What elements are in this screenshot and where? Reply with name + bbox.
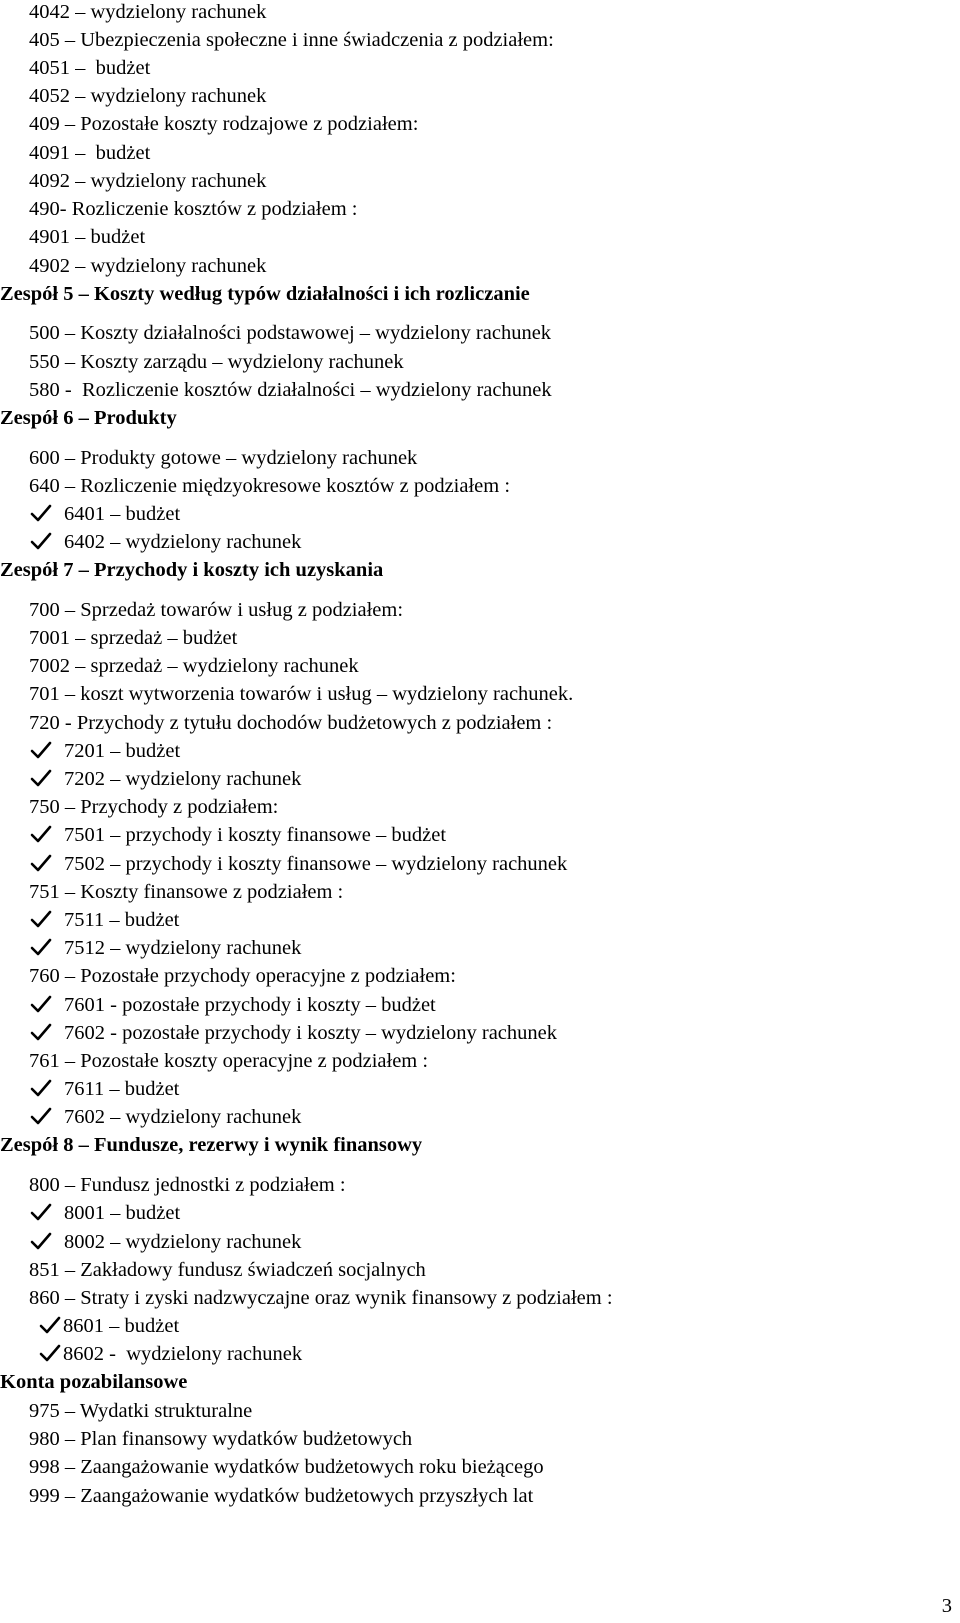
line-text: 409 – Pozostałe koszty rodzajowe z podziałem: <box>29 113 419 135</box>
account-line <box>29 446 417 470</box>
sub-account-item <box>30 739 180 763</box>
account-line <box>29 0 266 24</box>
line-text: 7501 – przychody i koszty finansowe – budżet <box>64 824 447 846</box>
checkmark-icon <box>30 1022 52 1042</box>
account-line <box>29 254 266 278</box>
account-line <box>29 654 359 678</box>
line-text: Konta pozabilansowe <box>0 1371 188 1393</box>
line-text: 640 – Rozliczenie międzyokresowe kosztów z podziałem : <box>29 475 511 497</box>
checkmark-icon <box>30 531 52 551</box>
line-text: 4901 – budżet <box>29 226 146 248</box>
section-heading <box>0 1133 422 1157</box>
line-text: 860 – Straty i zyski nadzwyczajne oraz wynik finansowy z podziałem : <box>29 1287 613 1309</box>
line-text: 999 – Zaangażowanie wydatków budżetowych przyszłych lat <box>29 1485 534 1507</box>
account-line <box>29 28 554 52</box>
line-text: 6402 – wydzielony rachunek <box>64 531 302 553</box>
sub-account-item <box>30 1201 180 1225</box>
line-text: 750 – Przychody z podziałem: <box>29 796 279 818</box>
section-heading <box>0 282 530 306</box>
checkmark-icon <box>30 937 52 957</box>
account-line <box>29 795 278 819</box>
sub-account-item <box>30 1230 301 1254</box>
line-text: 490- Rozliczenie kosztów z podziałem : <box>29 198 358 220</box>
sub-account-item <box>30 908 179 932</box>
line-text: 760 – Pozostałe przychody operacyjne z podziałem: <box>29 965 456 987</box>
line-text: Zespół 5 – Koszty według typów działalności i ich rozliczanie <box>0 283 530 305</box>
account-line <box>29 964 456 988</box>
line-text: 7511 – budżet <box>64 909 180 931</box>
account-line <box>29 169 266 193</box>
account-line <box>29 682 573 706</box>
line-text: Zespół 7 – Przychody i koszty ich uzyskania <box>0 559 384 581</box>
line-text: 751 – Koszty finansowe z podziałem : <box>29 881 344 903</box>
account-line <box>29 711 552 735</box>
line-text: 4092 – wydzielony rachunek <box>29 170 267 192</box>
line-text: Zespół 6 – Produkty <box>0 407 177 429</box>
account-line <box>29 112 418 136</box>
line-text: 7602 - pozostałe przychody i koszty – wydzielony rachunek <box>64 1022 558 1044</box>
sub-account-item <box>30 767 301 791</box>
checkmark-icon <box>30 1231 52 1251</box>
line-text: 851 – Zakładowy fundusz świadczeń socjalnych <box>29 1259 426 1281</box>
line-text: 8001 – budżet <box>64 1202 181 1224</box>
sub-account-item <box>30 852 567 876</box>
line-text: 7601 - pozostałe przychody i koszty – budżet <box>64 994 436 1016</box>
line-text: 7002 – sprzedaż – wydzielony rachunek <box>29 655 359 677</box>
line-text: 975 – Wydatki strukturalne <box>29 1400 253 1422</box>
checkmark-icon <box>30 994 52 1014</box>
sub-account-item <box>39 1342 302 1366</box>
account-line <box>29 321 551 345</box>
line-text: 7512 – wydzielony rachunek <box>64 937 302 959</box>
line-text: 4902 – wydzielony rachunek <box>29 255 267 277</box>
line-text: 4051 – budżet <box>29 57 151 79</box>
line-text: 405 – Ubezpieczenia społeczne i inne świadczenia z podziałem: <box>29 29 554 51</box>
line-text: 4042 – wydzielony rachunek <box>29 1 267 23</box>
sub-account-item <box>30 1077 179 1101</box>
account-line <box>29 378 552 402</box>
account-line <box>29 1455 544 1479</box>
account-line <box>29 84 266 108</box>
checkmark-icon <box>39 1343 61 1363</box>
sub-account-item <box>39 1314 179 1338</box>
account-line <box>29 1173 346 1197</box>
sub-account-item <box>30 1021 557 1045</box>
line-text: Zespół 8 – Fundusze, rezerwy i wynik finansowy <box>0 1134 423 1156</box>
line-text: 550 – Koszty zarządu – wydzielony rachunek <box>29 351 404 373</box>
checkmark-icon <box>30 909 52 929</box>
line-text: 580 - Rozliczenie kosztów działalności – wydzielony rachunek <box>29 379 552 401</box>
sub-account-item <box>30 993 436 1017</box>
account-line <box>29 598 403 622</box>
section-heading <box>0 1370 187 1394</box>
sub-account-item <box>30 936 301 960</box>
line-text: 4091 – budżet <box>29 142 151 164</box>
account-line <box>29 1399 252 1423</box>
checkmark-icon <box>30 740 52 760</box>
sub-account-item <box>30 823 446 847</box>
line-text: 4052 – wydzielony rachunek <box>29 85 267 107</box>
checkmark-icon <box>30 853 52 873</box>
checkmark-icon <box>30 1078 52 1098</box>
sub-account-item <box>30 530 301 554</box>
account-line <box>29 1484 533 1508</box>
section-heading <box>0 558 383 582</box>
line-text: 7001 – sprzedaż – budżet <box>29 627 238 649</box>
account-line <box>29 350 404 374</box>
line-text: 7201 – budżet <box>64 740 181 762</box>
checkmark-icon <box>30 824 52 844</box>
account-line <box>29 141 150 165</box>
line-text: 6401 – budżet <box>64 503 181 525</box>
checkmark-icon <box>30 768 52 788</box>
line-text: 8002 – wydzielony rachunek <box>64 1231 302 1253</box>
account-line <box>29 56 150 80</box>
checkmark-icon <box>30 1106 52 1126</box>
account-line <box>29 1258 426 1282</box>
checkmark-icon <box>30 503 52 523</box>
account-line <box>29 1286 613 1310</box>
line-text: 7602 – wydzielony rachunek <box>64 1106 302 1128</box>
line-text: 500 – Koszty działalności podstawowej – wydzielony rachunek <box>29 322 552 344</box>
line-text: 600 – Produkty gotowe – wydzielony rachunek <box>29 447 418 469</box>
page-number: 3 <box>941 1595 952 1617</box>
account-line <box>29 474 510 498</box>
line-text: 7502 – przychody i koszty finansowe – wydzielony rachunek <box>64 853 568 875</box>
line-text: 700 – Sprzedaż towarów i usług z podziałem: <box>29 599 404 621</box>
line-text: 800 – Fundusz jednostki z podziałem : <box>29 1174 346 1196</box>
line-text: 980 – Plan finansowy wydatków budżetowych <box>29 1428 413 1450</box>
line-text: 8601 – budżet <box>63 1315 180 1337</box>
section-heading <box>0 406 177 430</box>
line-text: 761 – Pozostałe koszty operacyjne z podziałem : <box>29 1050 429 1072</box>
checkmark-icon <box>30 1202 52 1222</box>
line-text: 998 – Zaangażowanie wydatków budżetowych roku bieżącego <box>29 1456 544 1478</box>
checkmark-icon <box>39 1315 61 1335</box>
account-line <box>29 626 237 650</box>
account-line <box>29 225 145 249</box>
line-text: 720 - Przychody z tytułu dochodów budżetowych z podziałem : <box>29 712 553 734</box>
account-line <box>29 197 357 221</box>
account-line <box>29 1049 428 1073</box>
account-line <box>29 1427 412 1451</box>
account-line <box>29 880 343 904</box>
line-text: 7611 – budżet <box>64 1078 180 1100</box>
line-text: 701 – koszt wytworzenia towarów i usług – wydzielony rachunek. <box>29 683 574 705</box>
sub-account-item <box>30 1105 301 1129</box>
sub-account-item <box>30 502 180 526</box>
line-text: 7202 – wydzielony rachunek <box>64 768 302 790</box>
line-text: 8602 - wydzielony rachunek <box>63 1343 303 1365</box>
